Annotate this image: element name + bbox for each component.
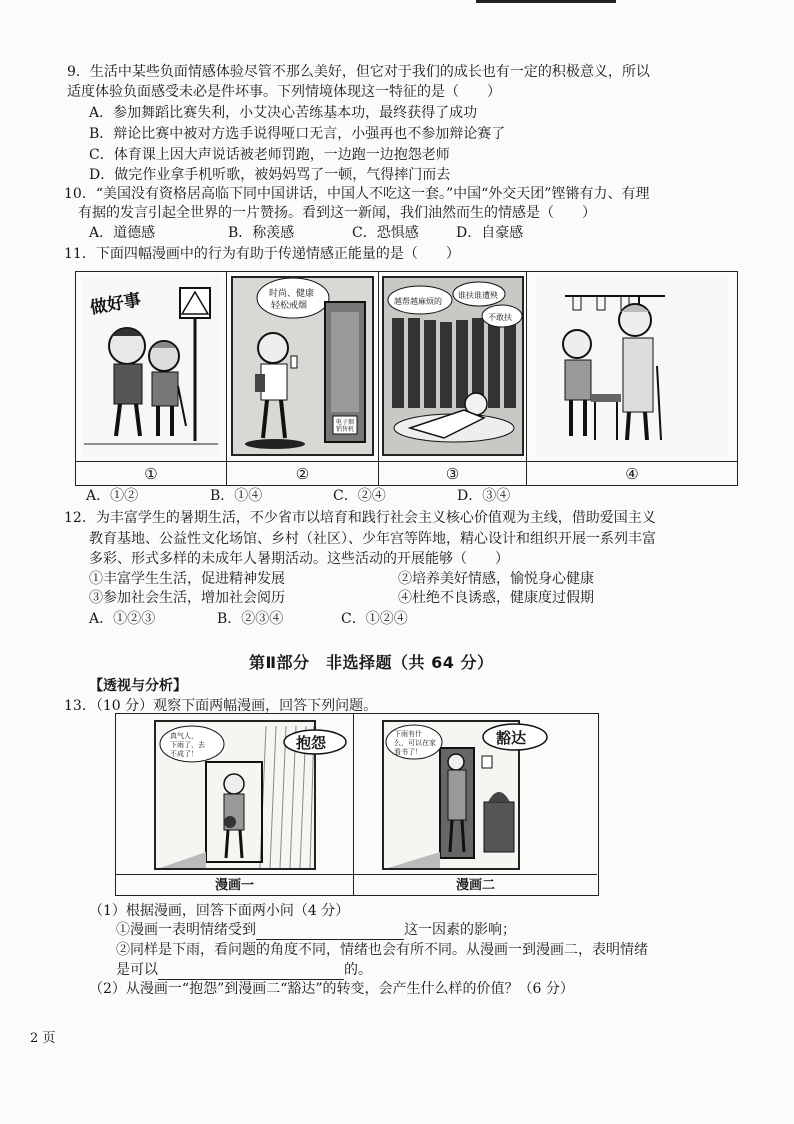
q9-stem-line1: 9．生活中某些负面情感体验尽管不那么美好，但它对于我们的成长也有一定的积极意义，所以 [67,64,650,80]
q13-comic1-word-cloud [282,728,348,756]
q11-label-3: ③ [379,461,527,485]
q12-stem-line1: 12．为丰富学生的暑期生活，不少省市以培育和践行社会主义核心价值观为主线，借助爱国主义 [64,510,656,526]
q13-part2: （2）从漫画一“抱怨”到漫画二“豁达”的转变，会产生什么样的价值？（6 分） [89,981,574,997]
svg-text:电子烟: 电子烟 [336,419,355,426]
q11-comic-table [75,271,738,486]
q9-option-c: C．体育课上因大声说话被老师罚跑，一边跑一边抱怨老师 [89,147,450,163]
comic3-bubble1: 越帮越麻烦的 [394,297,442,306]
q11-option-b: B．①④ [210,488,263,504]
q10-option-d: D．自豪感 [456,225,524,241]
section-title: 第Ⅱ部分 非选择题（共 64 分） [249,653,494,672]
section-subhead: 【透视与分析】 [89,678,187,694]
q12-option-a: A．①②③ [89,611,156,627]
q11-comic-3-cell [379,272,527,461]
q11-comic-4 [535,276,729,456]
q11-option-d: D．③④ [457,488,511,504]
svg-text:看书了！: 看书了！ [394,748,422,756]
q10-stem-line2: 有据的发言引起全世界的一片赞扬。看到这一新闻，我们油然而生的情感是（ ） [78,205,596,221]
q12-stem-line3: 多彩、形式多样的未成年人暑期活动。这些活动的开展能够（ ） [89,551,509,567]
page-number: 2 页 [30,1031,56,1046]
q9-option-b: B．辩论比赛中被对方选手说得哑口无言，小强再也不参加辩论赛了 [89,126,506,142]
q10-option-a: A．道德感 [89,225,156,241]
svg-text:么，可以在家: 么，可以在家 [394,739,436,747]
q13-part1a [116,920,516,940]
q13-label-2: 漫画二 [354,874,597,895]
q13-comic-1-cell [116,714,354,874]
q13-part1: （1）根据漫画，回答下面两小问（4 分） [89,903,350,919]
q13-part1b: ②同样是下雨，看问题的角度不同，情绪也会有所不同。从漫画一到漫画二，表明情绪 [116,942,648,958]
svg-text:不成了！: 不成了！ [170,750,198,758]
q10-stem-line1: 10．“美国没有资格居高临下同中国讲话，中国人不吃这一套。”中国“外交天团”铿锵有力、有理 [64,186,650,202]
q11-label-4: ④ [527,461,737,485]
q13-part1c-pre: 是可以 [116,962,158,978]
q13-comic2-word: 豁达 [496,729,527,747]
svg-text:下雨了，去: 下雨了，去 [170,741,205,749]
q13-part1c [116,960,372,980]
q10-option-b: B．称羡感 [228,225,295,241]
comic3-bubble3: 不敢扶 [488,313,512,322]
q13-part1a-pre: ①漫画一表明情绪受到 [116,922,256,938]
q12-stem-line2: 教育基地、公益性文化场馆、乡村（社区）、少年宫等阵地，精心设计和组织开展一系列丰富 [89,531,656,547]
svg-text:轻松戒烟: 轻松戒烟 [271,301,308,311]
svg-text:销售机: 销售机 [336,426,355,433]
q13-label-1: 漫画一 [116,874,354,895]
q12-option-c: C．①②④ [341,611,408,627]
comic3-bubble2: 谁扶谁遭殃 [458,291,498,300]
q13-part1a-post: 这一因素的影响； [404,922,516,938]
q11-comic-2 [231,276,374,456]
q13-stem: 13．（10 分）观察下面两幅漫画，回答下列问题。 [64,698,378,714]
q13-comic2-word-cloud [481,722,549,752]
q13-comic-2-cell [354,714,597,874]
q12-option-b: B．②③④ [217,611,284,627]
q13-comic-table [115,713,599,896]
q12-item-3: ③参加社会生活，增加社会阅历 [89,590,285,606]
q10-option-c: C．恐惧感 [352,225,419,241]
q13-answer-blank-1[interactable] [256,923,404,940]
q13-part1c-post: 的。 [344,962,372,978]
comic1-title: 做好事 [88,290,143,319]
svg-text:时尚、健康: 时尚、健康 [269,289,315,299]
q12-item-1: ①丰富学生生活，促进精神发展 [89,571,285,587]
q9-option-d: D．做完作业拿手机听歌，被妈妈骂了一顿，气得摔门而去 [89,167,451,183]
top-rule [476,0,616,3]
q11-comic-2-cell [227,272,379,461]
svg-text:真气人，: 真气人， [170,732,198,740]
q9-option-a: A．参加舞蹈比赛失利，小艾决心苦练基本功，最终获得了成功 [89,105,478,121]
svg-text:下雨有什: 下雨有什 [394,730,422,738]
q11-stem: 11．下面四幅漫画中的行为有助于传递情感正能量的是（ ） [64,246,460,262]
q11-label-2: ② [227,461,379,485]
q11-comic-3 [382,276,524,456]
q11-comic-1-cell [76,272,227,461]
q11-comic-1 [82,276,220,456]
q13-answer-blank-2[interactable] [158,963,344,980]
q12-item-4: ④杜绝不良诱惑，健康度过假期 [398,590,594,606]
q11-comic-4-cell [527,272,737,461]
q13-comic1-word: 抱怨 [296,734,327,752]
q9-stem-line2: 适度体验负面感受未必是件坏事。下列情境体现这一特征的是（ ） [67,84,501,100]
q11-option-c: C．②④ [333,488,386,504]
q11-label-1: ① [76,461,227,485]
q11-option-a: A．①② [86,488,139,504]
q12-item-2: ②培养美好情感，愉悦身心健康 [398,571,594,587]
